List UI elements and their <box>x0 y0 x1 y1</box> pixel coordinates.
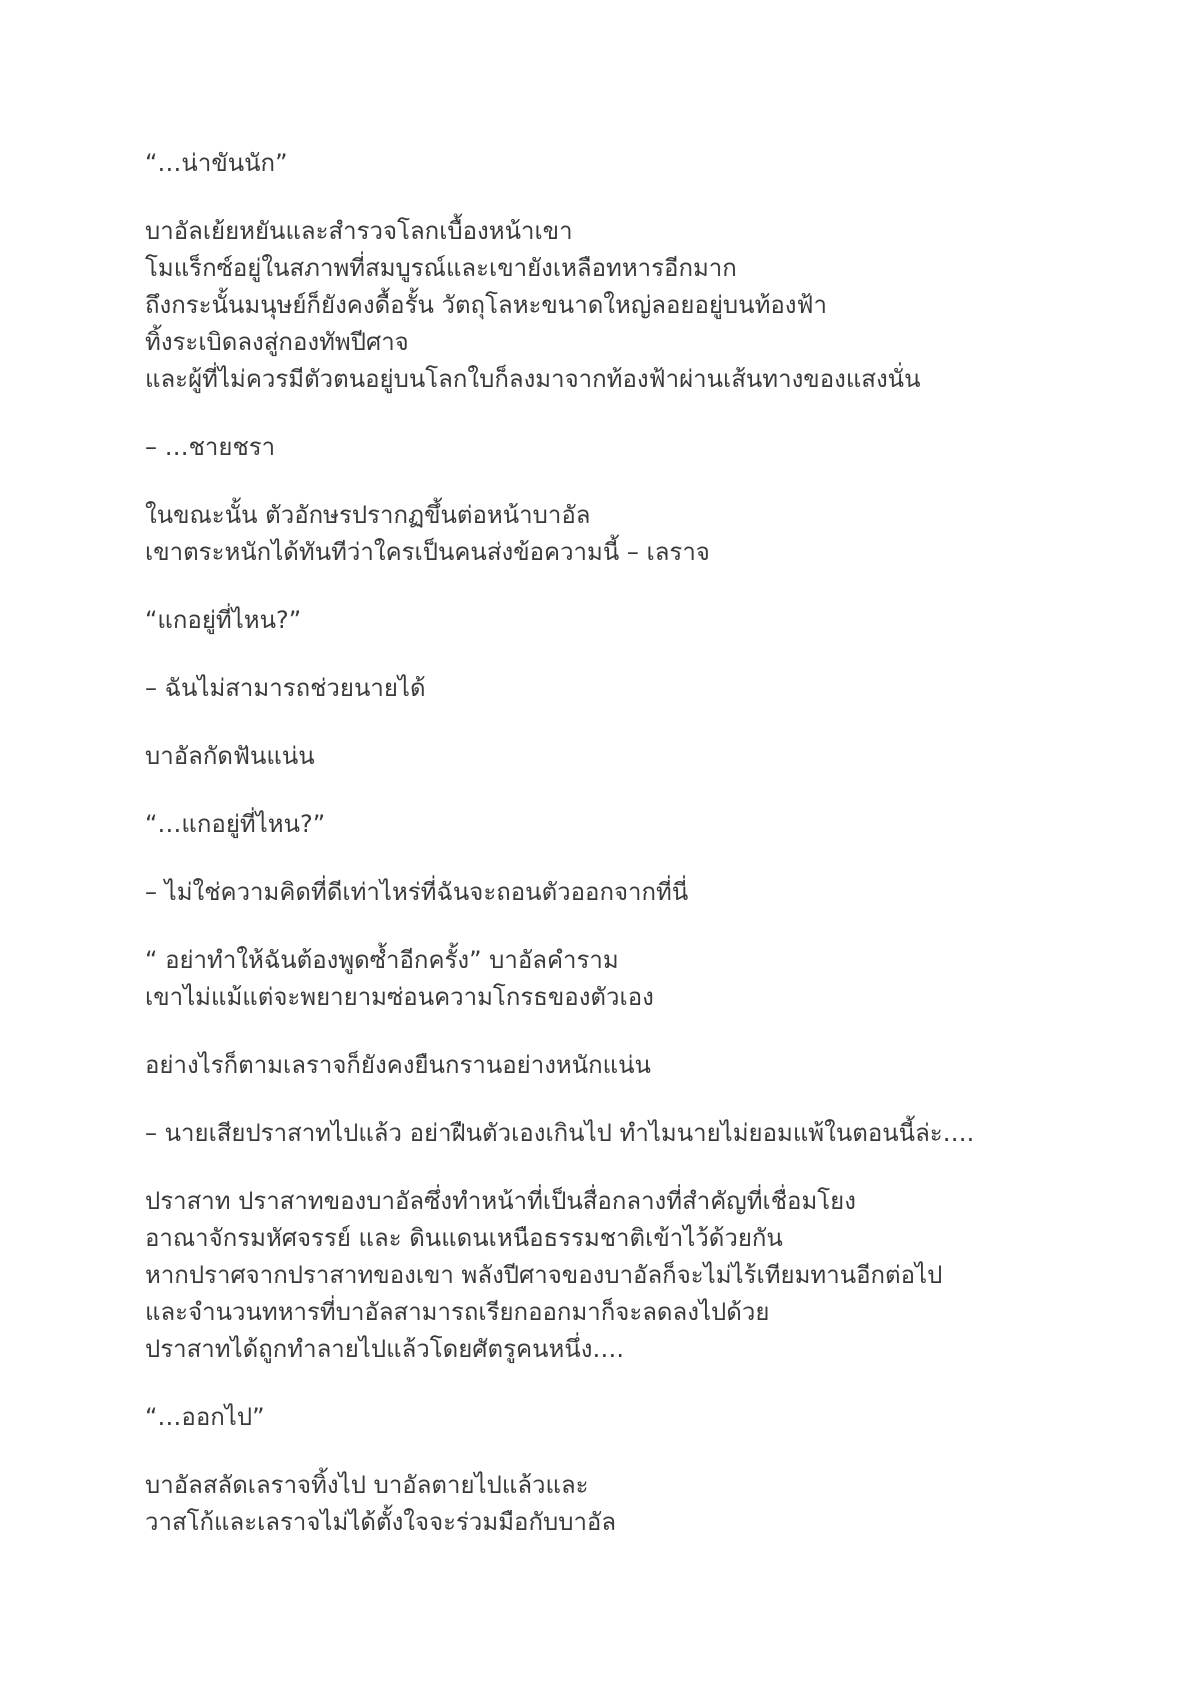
text-line: เขาตระหนักได้ทันทีว่าใครเป็นคนส่งข้อความนี้ – เลราจ <box>145 538 710 566</box>
text-line: วาสโก้และเลราจไม่ได้ตั้งใจจะร่วมมือกับบาอัล <box>145 1508 617 1536</box>
text-line: อาณาจักรมหัศจรรย์ และ ดินแดนเหนือธรรมชาติเข้าไว้ด้วยกัน <box>145 1224 783 1252</box>
paragraph <box>145 145 1105 182</box>
paragraph <box>145 1399 1105 1436</box>
text-line: บาอัลกัดฟันแน่น <box>145 742 315 770</box>
document-body <box>145 145 1105 1572</box>
paragraph <box>145 1115 1105 1152</box>
paragraph <box>145 1183 1105 1368</box>
paragraph <box>145 942 1105 1016</box>
paragraph <box>145 874 1105 911</box>
text-line: ปราสาท ปราสาทของบาอัลซึ่งทำหน้าที่เป็นสื่อกลางที่สำคัญที่เชื่อมโยง <box>145 1187 856 1215</box>
text-line: – …ชายชรา <box>145 433 276 461</box>
text-line: – ไม่ใช่ความคิดที่ดีเท่าไหร่ที่ฉันจะถอนตัวออกจากที่นี่ <box>145 878 689 906</box>
paragraph <box>145 602 1105 639</box>
text-line: ปราสาทได้ถูกทำลายไปแล้วโดยศัตรูคนหนึ่ง…. <box>145 1335 625 1363</box>
text-line: โมแร็กซ์อยู่ในสภาพที่สมบูรณ์และเขายังเหลือทหารอีกมาก <box>145 254 737 282</box>
text-line: หากปราศจากปราสาทของเขา พลังปีศาจของบาอัลก็จะไม่ไร้เทียมทานอีกต่อไป <box>145 1261 943 1289</box>
paragraph <box>145 738 1105 775</box>
text-line: ทิ้งระเบิดลงสู่กองทัพปีศาจ <box>145 328 409 356</box>
text-line: อย่างไรก็ตามเลราจก็ยังคงยืนกรานอย่างหนักแน่น <box>145 1051 651 1079</box>
paragraph <box>145 1047 1105 1084</box>
paragraph <box>145 1467 1105 1541</box>
text-line: บาอัลเย้ยหยันและสำรวจโลกเบื้องหน้าเขา <box>145 217 573 245</box>
text-line: “…น่าขันนัก” <box>145 149 288 177</box>
text-line: และจำนวนทหารที่บาอัลสามารถเรียกออกมาก็จะลดลงไปด้วย <box>145 1298 770 1326</box>
paragraph <box>145 670 1105 707</box>
text-line: “แกอยู่ที่ไหน?” <box>145 606 302 634</box>
text-line: – ฉันไม่สามารถช่วยนายได้ <box>145 674 426 702</box>
text-line: – นายเสียปราสาทไปแล้ว อย่าฝืนตัวเองเกินไป ทำไมนายไม่ยอมแพ้ในตอนนี้ล่ะ…. <box>145 1119 975 1147</box>
text-line: บาอัลสลัดเลราจทิ้งไป บาอัลตายไปแล้วและ <box>145 1471 589 1499</box>
text-line: ในขณะนั้น ตัวอักษรปรากฏขึ้นต่อหน้าบาอัล <box>145 501 591 529</box>
text-line: “…แกอยู่ที่ไหน?” <box>145 810 326 838</box>
text-line: ถึงกระนั้นมนุษย์ก็ยังคงดื้อรั้น วัตถุโลหะขนาดใหญ่ลอยอยู่บนท้องฟ้า <box>145 291 827 319</box>
text-line: เขาไม่แม้แต่จะพยายามซ่อนความโกรธของตัวเอง <box>145 983 654 1011</box>
text-line: “ อย่าทำให้ฉันต้องพูดซ้ำอีกครั้ง” บาอัลคำราม <box>145 946 619 974</box>
paragraph <box>145 497 1105 571</box>
text-line: และผู้ที่ไม่ควรมีตัวตนอยู่บนโลกใบก็ลงมาจากท้องฟ้าผ่านเส้นทางของแสงนั่น <box>145 365 921 393</box>
paragraph <box>145 213 1105 398</box>
paragraph <box>145 806 1105 843</box>
paragraph <box>145 429 1105 466</box>
text-line: “…ออกไป” <box>145 1403 265 1431</box>
